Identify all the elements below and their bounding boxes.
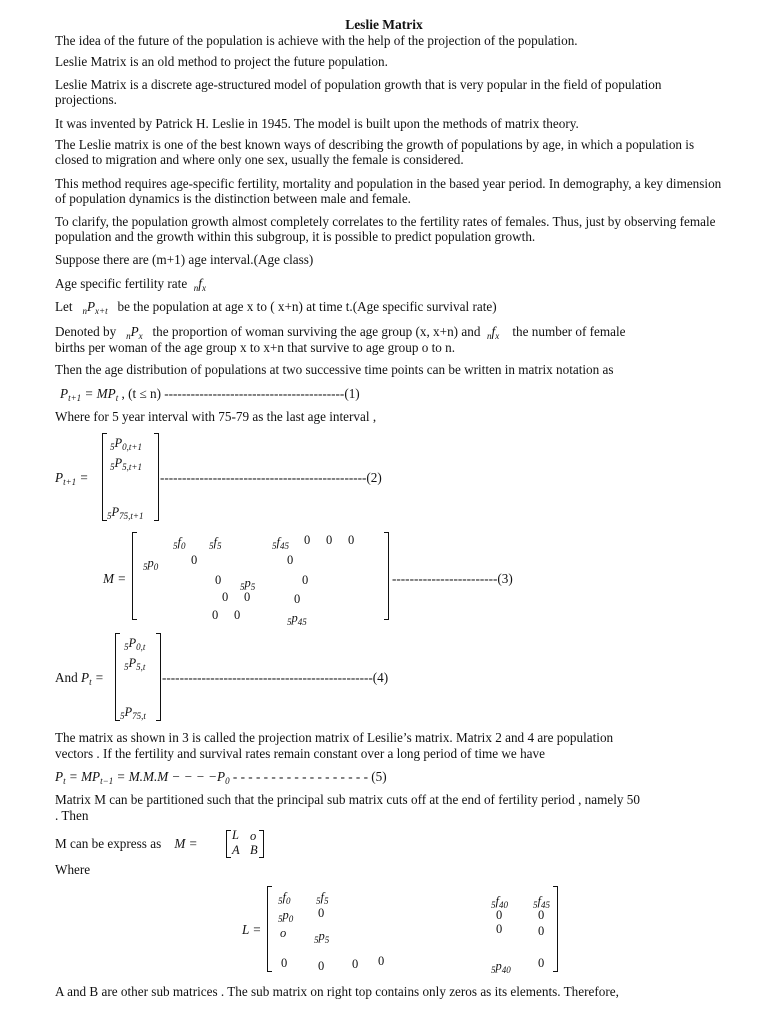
eq2-dashes: -----------------------------------------------(2) (160, 470, 382, 485)
eq2-element-0: $_5P_{0,t+1}$ (110, 436, 142, 452)
let-line (55, 299, 497, 319)
eq5-expression: $P_t = MP_{t-1} = M.M.M$ − − − $-P_0$ (55, 769, 230, 786)
l-zero: 0 (538, 924, 545, 938)
l-left-bracket (267, 886, 272, 972)
eq3-left-bracket (132, 532, 137, 620)
l-lhs: L = (242, 922, 262, 937)
m-p0: $_5p_0$ (143, 556, 159, 572)
eq4-dashes: ------------------------------------------------(4) (162, 670, 389, 685)
l-p0: $_5p_0$ (278, 908, 294, 924)
matrix-text-2: vectors . If the fertility and survival rates remain constant over a long period of time we have (55, 746, 545, 761)
paragraph-1: The idea of the future of the population is achieve with the help of the projection of the population. (55, 33, 578, 48)
m-zero: 0 (302, 573, 309, 587)
m-zero: 0 (294, 592, 301, 606)
l-p5: $_5p_5$ (314, 929, 330, 945)
paragraph-6: This method requires age-specific fertility, mortality and population in the based year period. In demography, a key dimension of population dynamics is the distinction between male and female. (55, 176, 722, 206)
m-zero: 0 (348, 533, 355, 547)
denoted-a: Denoted by (55, 324, 117, 339)
l-zero: 0 (496, 908, 503, 922)
m-p45: $_5p_{45}$ (287, 611, 307, 627)
partition-A: A (232, 843, 240, 857)
population-symbol: $_nP_{x+t}$ (82, 299, 108, 316)
m-f45: $_5f_{45}$ (272, 535, 289, 551)
matrix-text-1: The matrix as shown in 3 is called the projection matrix of Lesilie’s matrix. Matrix 2 and 4 are population (55, 730, 614, 745)
l-zero: 0 (538, 908, 545, 922)
m-zero: 0 (287, 553, 294, 567)
partition-o: o (250, 829, 257, 843)
m-f0: $_5f_0$ (173, 535, 186, 551)
partition-2: . Then (55, 808, 89, 823)
equation-5 (55, 769, 387, 789)
where-5-line: Where for 5 year interval with 75-79 as the last age interval , (55, 409, 377, 424)
let-word: Let (55, 299, 73, 314)
survival-symbol: $_nP_x$ (126, 324, 143, 341)
paragraph-5: The Leslie matrix is one of the best known ways of describing the growth of populations by age, in which a population is closed to migration and where only one sex, usually the female is considered. (55, 137, 695, 167)
express-line (55, 836, 198, 851)
partition-1: Matrix M can be partitioned such that the principal sub matrix cuts off at the end of fertility period , namely 50 (55, 792, 640, 807)
paragraph-7: To clarify, the population growth almost completely correlates to the fertility rates of females. Thus, just by observing female population and the growth within this subgroup, it is possible to predict population growth. (55, 214, 716, 244)
then-line: Then the age distribution of populations at two successive time points can be written in matrix notation as (55, 362, 614, 377)
l-zero: 0 (318, 906, 325, 920)
m-zero: 0 (326, 533, 333, 547)
eq5-dashes: - - - - - - - - - - - - - - - - - - (5) (232, 769, 387, 784)
asfr-line (55, 276, 206, 296)
l-o: o (280, 926, 287, 940)
paragraph-2: Leslie Matrix is an old method to project the future population. (55, 54, 388, 69)
l-zero: 0 (281, 956, 288, 970)
partition-B: B (250, 843, 258, 857)
page-title: Leslie Matrix (345, 17, 423, 32)
m-zero: 0 (234, 608, 241, 622)
partition-L: L (232, 828, 239, 842)
eq2-lhs: $P_{t+1}$ = (55, 470, 89, 487)
l-right-bracket (553, 886, 558, 972)
m-zero: 0 (191, 553, 198, 567)
eq2-element-75: $_5P_{75,t+1}$ (107, 505, 144, 521)
denoted-c: the number of female (512, 324, 626, 339)
eq4-lhs (55, 670, 104, 690)
l-zero: 0 (378, 954, 385, 968)
l-zero: 0 (318, 959, 325, 973)
denoted-b: the proportion of woman surviving the age group (x, x+n) and (152, 324, 481, 339)
m-zero: 0 (215, 573, 222, 587)
m-zero: 0 (304, 533, 311, 547)
fertility-symbol: $_nf_x$ (487, 324, 500, 341)
let-text: be the population at age x to ( x+n) at time t.(Age specific survival rate) (117, 299, 497, 314)
equation-1 (60, 386, 360, 406)
m-zero: 0 (222, 590, 229, 604)
m-zero: 0 (212, 608, 219, 622)
eq3-dashes: ------------------------(3) (392, 571, 513, 586)
l-zero: 0 (352, 957, 359, 971)
last-line: A and B are other sub matrices . The sub matrix on right top contains only zeros as its elements. Therefore, (55, 984, 619, 999)
eq1-lhs: $P_{t+1} = MP_t$ (60, 386, 119, 403)
l-zero: 0 (496, 922, 503, 936)
l-p40: $_5p_{40}$ (491, 959, 511, 975)
partition-left-bracket (226, 830, 231, 858)
paragraph-4: It was invented by Patrick H. Leslie in 1945. The model is built upon the methods of matrix theory. (55, 116, 579, 131)
m-zero: 0 (244, 590, 251, 604)
partition-right-bracket (259, 830, 264, 858)
eq1-condition: , (t ≤ n) -----------------------------------------(1) (121, 386, 360, 401)
l-f45: $_5f_{45}$ (533, 894, 550, 910)
m-f5: $_5f_5$ (209, 535, 222, 551)
eq4-element-0: $_5P_{0,t}$ (124, 636, 146, 652)
l-f0: $_5f_0$ (278, 890, 291, 906)
l-f40: $_5f_{40}$ (491, 894, 508, 910)
eq3-lhs: M = (103, 571, 127, 586)
l-zero: 0 (538, 956, 545, 970)
where-line: Where (55, 862, 91, 877)
eq4-prefix: And (55, 670, 78, 685)
paragraph-8: Suppose there are (m+1) age interval.(Age class) (55, 252, 314, 267)
m-p5: $_5p_5$ (240, 576, 256, 592)
eq4-right-bracket (156, 633, 161, 721)
eq2-right-bracket (154, 433, 159, 521)
eq3-right-bracket (384, 532, 389, 620)
eq4-symbol: $P_t$ = (81, 670, 104, 687)
l-f5: $_5f_5$ (316, 890, 329, 906)
express-text: M can be express as (55, 836, 162, 851)
asfr-symbol: $_nf_x$ (193, 276, 206, 293)
denoted-line-2: births per woman of the age group x to x+n that survive to age group o to n. (55, 340, 456, 355)
eq4-element-5: $_5P_{5,t}$ (124, 656, 146, 672)
paragraph-3: Leslie Matrix is a discrete age-structured model of population growth that is very popular in the field of population projections. (55, 77, 662, 107)
eq2-element-5: $_5P_{5,t+1}$ (110, 456, 142, 472)
asfr-text: Age specific fertility rate (55, 276, 188, 291)
express-symbol: M = (174, 836, 198, 851)
eq4-element-75: $_5P_{75,t}$ (120, 705, 146, 721)
